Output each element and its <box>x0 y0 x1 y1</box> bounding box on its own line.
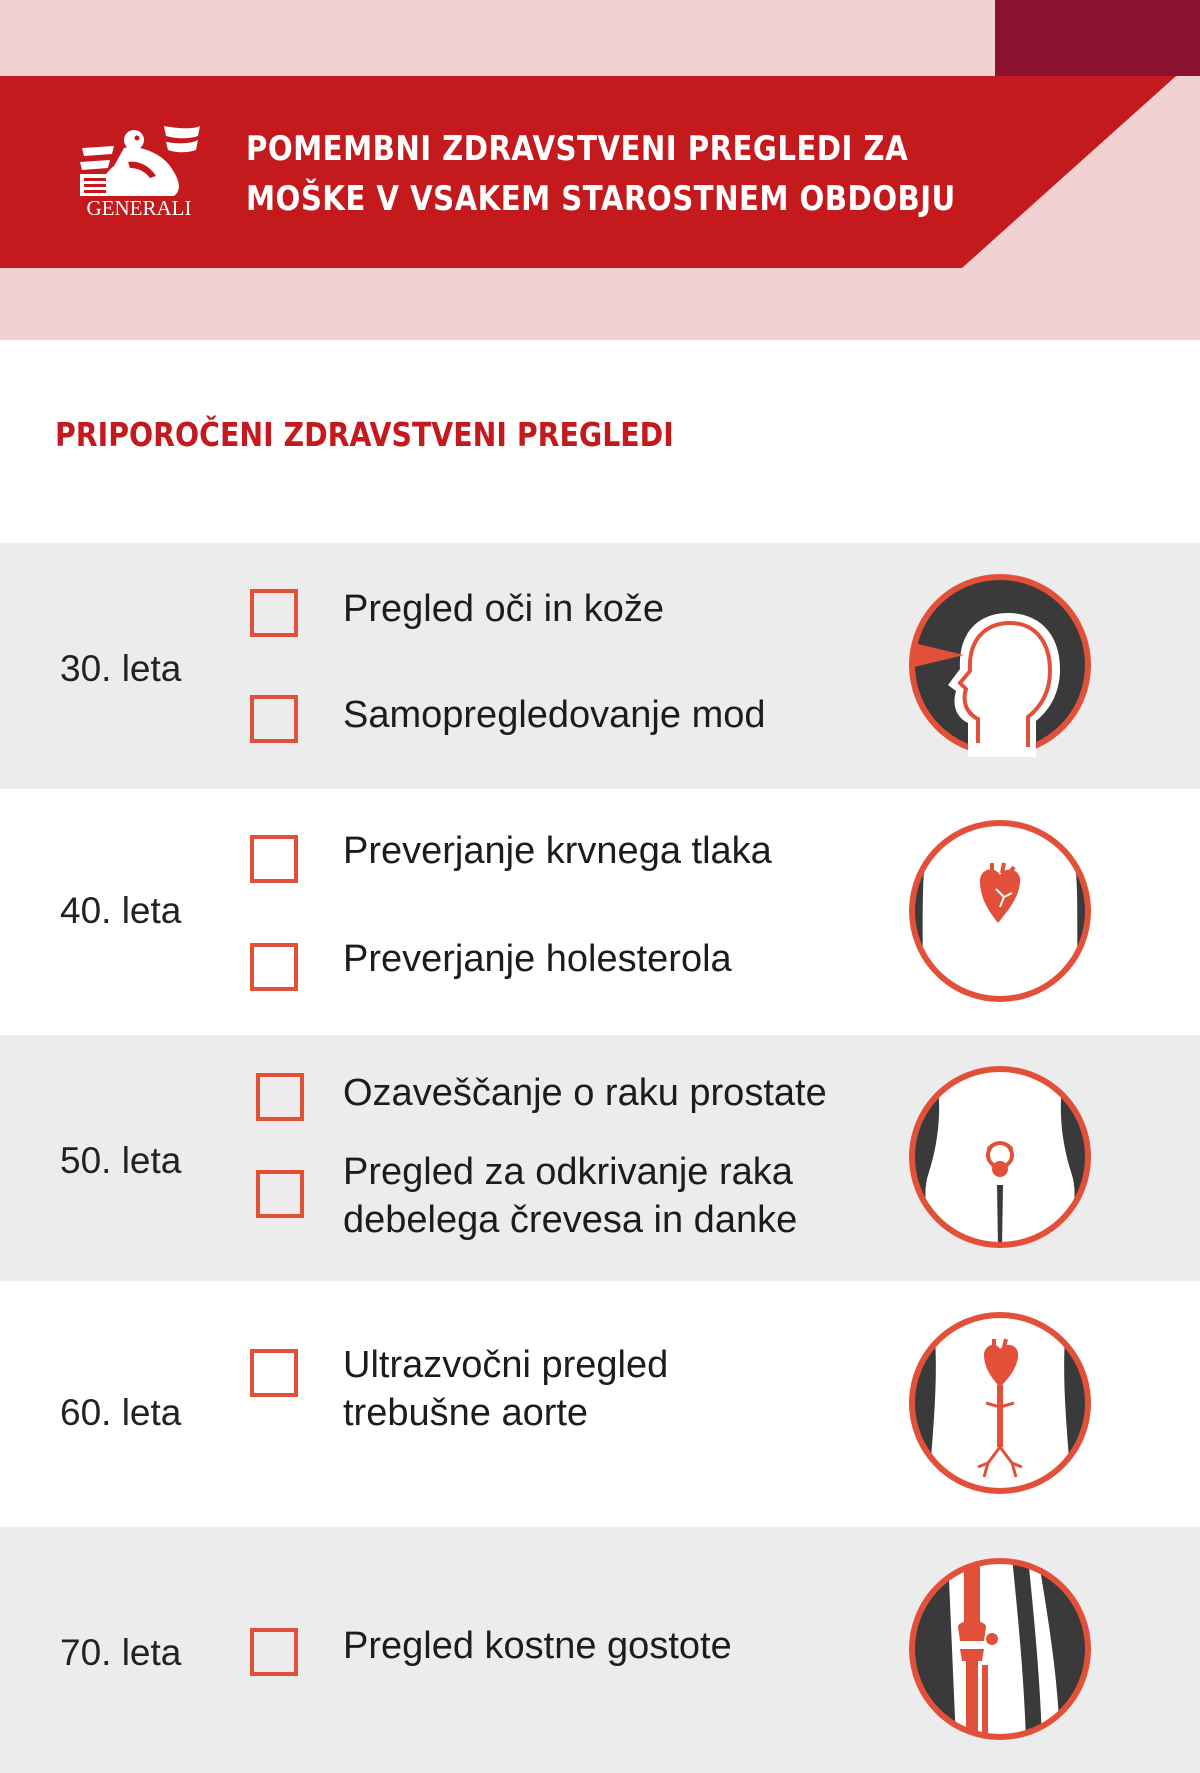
age-row-40 <box>0 789 1200 1035</box>
age-row-60 <box>0 1281 1200 1527</box>
age-label: 30. leta <box>60 648 182 689</box>
checklist-item-label: Preverjanje holesterola <box>343 938 732 980</box>
prostate-icon <box>908 1065 1092 1249</box>
checklist-item-label: Pregled oči in kože <box>343 588 665 630</box>
checklist-item-label: Preverjanje krvnega tlaka <box>343 830 772 872</box>
checkbox[interactable] <box>250 695 298 743</box>
checklist-item-label: Ozaveščanje o raku prostate <box>343 1072 827 1114</box>
page-title-line-1: POMEMBNI ZDRAVSTVENI PREGLEDI ZA <box>246 129 909 169</box>
section-title: PRIPOROČENI ZDRAVSTVENI PREGLEDI <box>55 415 674 454</box>
age-row-70 <box>0 1527 1200 1773</box>
checklist-item-label: Pregled kostne gostote <box>343 1625 732 1667</box>
checklist-item-label: Pregled za odkrivanje raka debelega črevesa in danke <box>343 1151 798 1241</box>
age-label: 50. leta <box>60 1140 182 1181</box>
page-title <box>246 124 956 224</box>
checkbox[interactable] <box>250 1628 298 1676</box>
bone-knee-icon <box>908 1557 1092 1741</box>
page-title-line-2: MOŠKE V VSAKEM STAROSTNEM OBDOBJU <box>246 179 956 219</box>
checklist-item-label: Samopregledovanje mod <box>343 694 766 736</box>
age-row-50 <box>0 1035 1200 1281</box>
checklist-item-label: Ultrazvočni pregled trebušne aorte <box>343 1344 669 1434</box>
logo-wordmark: GENERALI <box>86 196 192 220</box>
checkbox[interactable] <box>250 589 298 637</box>
checkbox[interactable] <box>250 943 298 991</box>
checkbox[interactable] <box>256 1073 304 1121</box>
checkbox[interactable] <box>250 835 298 883</box>
age-row-30 <box>0 543 1200 789</box>
age-label: 70. leta <box>60 1632 182 1673</box>
heart-aorta-icon <box>908 1311 1092 1495</box>
checkbox[interactable] <box>256 1170 304 1218</box>
age-label: 60. leta <box>60 1392 182 1433</box>
age-label: 40. leta <box>60 890 182 931</box>
heart-chest-icon <box>908 819 1092 1003</box>
head-eye-icon <box>908 573 1092 757</box>
header-corner-block <box>995 0 1200 76</box>
checkbox[interactable] <box>250 1349 298 1397</box>
